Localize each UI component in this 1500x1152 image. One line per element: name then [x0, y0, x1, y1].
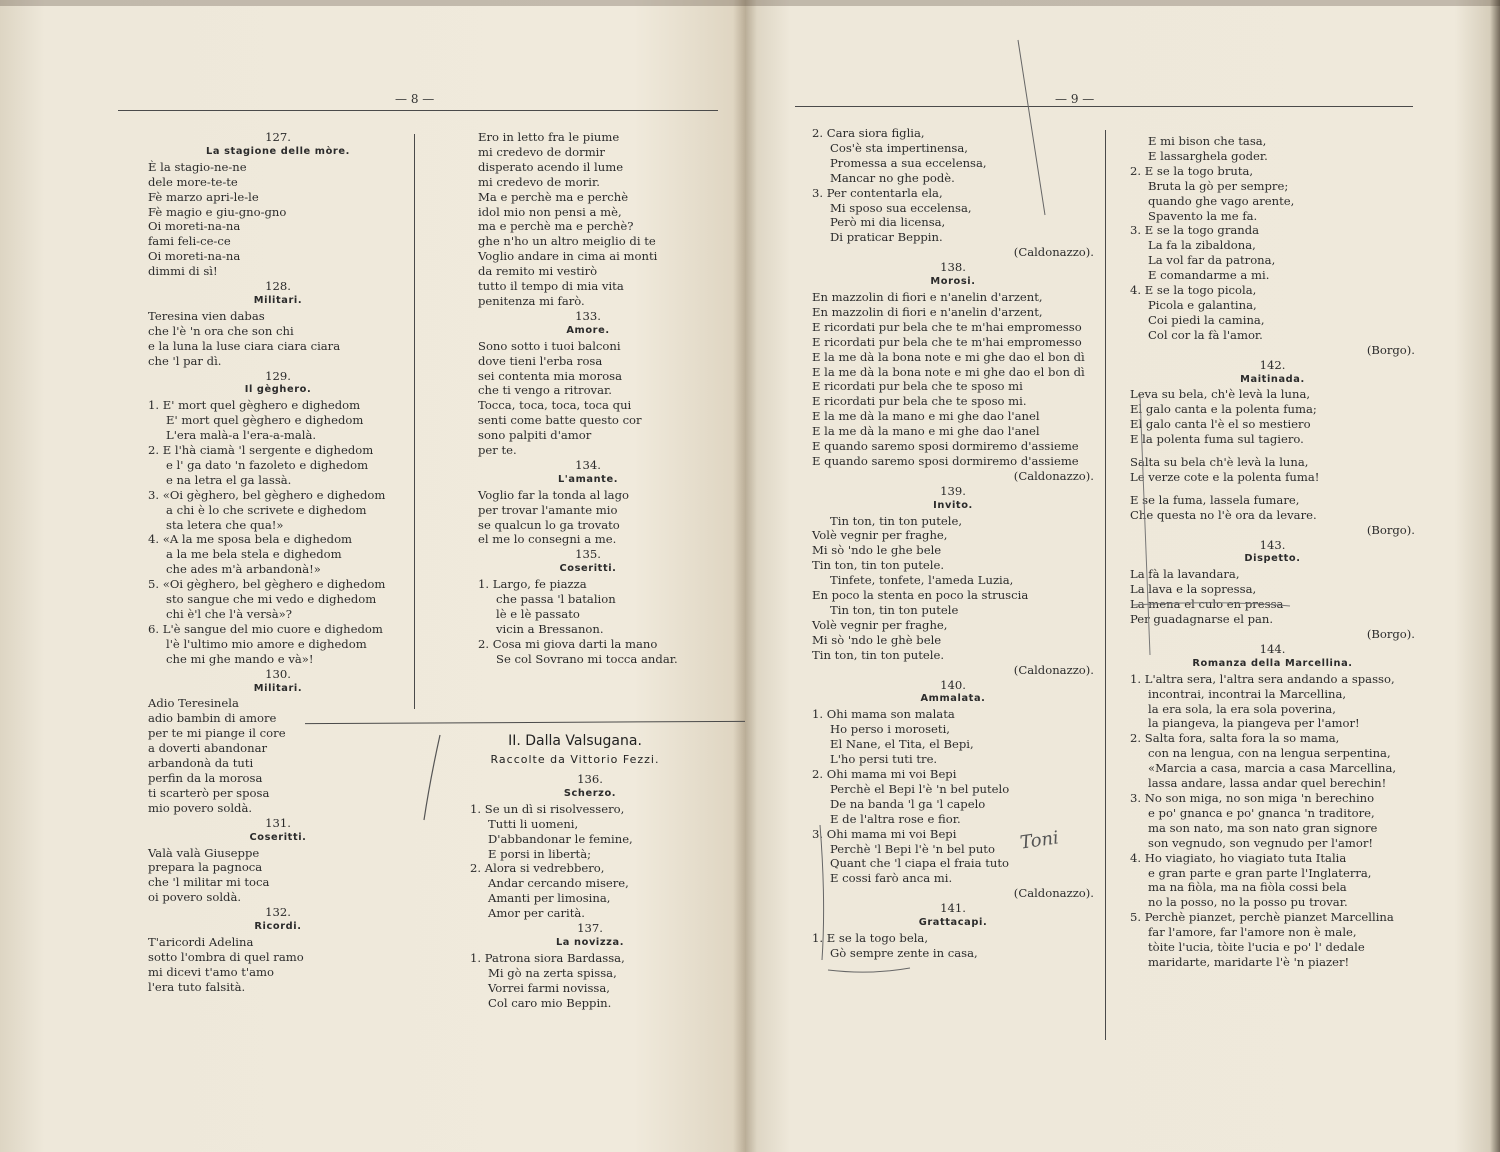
verse-line: sei contenta mia morosa: [478, 368, 623, 383]
verse-line: ma e perchè ma e perchè?: [478, 219, 634, 234]
verse-line: Oi moreti-na-na: [148, 219, 241, 234]
verse-line: l'era tuto falsità.: [148, 979, 246, 994]
handwritten-note: Toni: [1018, 827, 1061, 854]
section-title: II. Dalla Valsugana.: [508, 733, 642, 749]
verse-line: ghe n'ho un altro meiglio di te: [478, 234, 656, 249]
poem-title: Amore.: [566, 324, 610, 336]
pencil-line: [1140, 395, 1150, 655]
verse-line: Mi sò 'ndo le ghè bele: [812, 632, 942, 647]
poem-number: 139.: [940, 483, 966, 498]
source-attribution: (Caldonazzo).: [1013, 662, 1094, 677]
verse-line: Perchè el Bepi l'è 'n bel putelo: [830, 781, 1010, 796]
verse-line: prepara la pagnoca: [148, 860, 263, 875]
verse-line: ma son nato, ma son nato gran signore: [1148, 820, 1378, 835]
verse-line: Tin ton, tin ton putele.: [812, 647, 945, 662]
verse-line: «Marcia a casa, marcia a casa Marcellina,: [1148, 761, 1397, 776]
verse-line: En mazzolin di fiori e n'anelin d'arzent,: [812, 289, 1043, 304]
poem-title: Ricordi.: [254, 921, 302, 933]
verse-line: tòite l'ucia, tòite l'ucia e po' l' dedale: [1148, 940, 1365, 955]
verse-line: 1. Patrona siora Bardassa,: [470, 950, 625, 965]
verse-line: e la luna la luse ciara ciara ciara: [148, 338, 341, 353]
verse-line: En poco la stenta en poco la struscia: [812, 588, 1029, 603]
verse-line: arbandonà da tuti: [148, 756, 254, 771]
poem-title: Ammalata.: [920, 693, 986, 705]
pencil-line: [820, 825, 824, 960]
poem-number: 131.: [265, 815, 291, 830]
verse-line: quando ghe vago arente,: [1148, 193, 1295, 208]
verse-line: La fà la lavandara,: [1130, 567, 1240, 582]
verse-line: che ades m'à arbandonà!»: [166, 562, 321, 577]
verse-line: e po' gnanca e po' gnanca 'n traditore,: [1148, 805, 1375, 820]
pencil-line: [424, 735, 440, 820]
verse-line: mi dicevi t'amo t'amo: [148, 964, 274, 979]
verse-line: dimmi di sì!: [148, 264, 218, 279]
verse-line: Ho perso i moroseti,: [830, 722, 950, 737]
poem-title: Scherzo.: [563, 787, 617, 799]
poem-title: La novizza.: [555, 936, 625, 948]
verse-line: 4. «A la me sposa bela e dighedom: [148, 532, 353, 547]
verse-line: 1. Largo, fe piazza: [478, 577, 587, 592]
verse-line: Tutti li uomeni,: [488, 816, 579, 831]
poem-number: 135.: [575, 547, 601, 562]
poem-number: 129.: [265, 368, 291, 383]
verse-line: incontrai, incontrai la Marcellina,: [1148, 686, 1347, 701]
verse-line: per te.: [478, 443, 517, 458]
verse-line: Tinfete, tonfete, l'ameda Luzia,: [830, 573, 1014, 588]
verse-line: E la polenta fuma sul tagiero.: [1130, 432, 1304, 447]
verse-line: con na lengua, con na lengua serpentina,: [1148, 746, 1391, 761]
verse-line: che l'è 'n ora che son chi: [148, 323, 294, 338]
verse-line: Andar cercando misere,: [488, 876, 629, 891]
verse-line: Le verze cote e la polenta fuma!: [1130, 469, 1320, 484]
poem-title: Romanza della Marcellina.: [1192, 657, 1353, 669]
verse-line: penitenza mi farò.: [478, 293, 585, 308]
poem-number: 138.: [940, 260, 966, 275]
verse-line: Bruta la gò per sempre;: [1148, 178, 1289, 193]
poem-number: 140.: [940, 677, 966, 692]
verse-line: È la stagio-ne-ne: [148, 159, 247, 174]
poem-title: Militari.: [253, 294, 303, 306]
verse-line: 3. «Oi gèghero, bel gèghero e dighedom: [148, 487, 386, 502]
verse-line: En mazzolin di fiori e n'anelin d'arzent,: [812, 304, 1043, 319]
poem-title: La stagione delle mòre.: [206, 145, 350, 157]
verse-line: Per guadagnarse el pan.: [1130, 612, 1274, 627]
verse-line: La lava e la sopressa,: [1130, 582, 1257, 597]
source-attribution: (Caldonazzo).: [1013, 468, 1094, 483]
verse-line: dove tieni l'erba rosa: [478, 353, 603, 368]
verse-line: La fa la zibaldona,: [1148, 238, 1256, 253]
poem-number: 130.: [265, 666, 291, 681]
verse-line: se qualcun lo ga trovato: [478, 517, 620, 532]
verse-line: Promessa a sua eccelensa,: [830, 155, 987, 170]
verse-line: la piangeva, la piangeva per l'amor!: [1148, 716, 1360, 731]
verse-line: Ma e perchè ma e perchè: [478, 189, 629, 204]
verse-line: E de l'altra rose e fior.: [830, 811, 961, 826]
verse-line: Valà valà Giuseppe: [148, 845, 260, 860]
verse-line: che mi ghe mando e và»!: [166, 651, 314, 666]
verse-line: sotto l'ombra di quel ramo: [148, 949, 304, 964]
verse-line: El galo canta l'è el so mestiero: [1130, 417, 1311, 432]
poem-title: Coseritti.: [559, 563, 617, 575]
verse-line: 2. Alora si vedrebbero,: [470, 861, 605, 876]
poem-number: 136.: [577, 772, 603, 786]
verse-line: 1. Ohi mama son malata: [812, 707, 955, 722]
verse-line: 2. E se la togo bruta,: [1130, 163, 1254, 178]
verse-line: Mi gò na zerta spissa,: [488, 965, 617, 980]
verse-line: 4. E se la togo picola,: [1130, 283, 1257, 298]
verse-line: Picola e galantina,: [1148, 297, 1257, 312]
poem-title: Maitinada.: [1240, 373, 1305, 385]
verse-line: Tin ton, tin ton putele: [830, 603, 959, 617]
poem-title: L'amante.: [557, 473, 619, 485]
verse-line: Coi piedi la camina,: [1148, 312, 1265, 327]
verse-line: a doverti abandonar: [148, 741, 268, 756]
verse-line: far l'amore, far l'amore non è male,: [1148, 925, 1357, 940]
section-subtitle: Raccolte da Vittorio Fezzi.: [490, 752, 660, 766]
verse-line: Col cor la fà l'amor.: [1148, 327, 1263, 342]
verse-line: no la posso, no la posso pu trovar.: [1148, 895, 1348, 910]
verse-line: a la me bela stela e dighedom: [166, 547, 342, 562]
verse-line: E comandarme a mi.: [1148, 268, 1270, 283]
verse-line: che ti vengo a ritrovar.: [478, 383, 612, 398]
verse-line: Gò sempre zente in casa,: [830, 945, 978, 960]
verse-line: 5. «Oi gèghero, bel gèghero e dighedom: [148, 577, 386, 592]
verse-line: E la me dà la bona note e mi ghe dao el bon dì: [812, 349, 1085, 364]
verse-line: senti come batte questo cor: [478, 413, 642, 428]
verse-line: E la me dà la bona note e mi ghe dao el bon dì: [812, 364, 1085, 379]
verse-line: 3. Ohi mama mi voi Bepi: [812, 826, 957, 841]
verse-line: oi povero soldà.: [148, 890, 242, 905]
verse-line: E la me dà la mano e mi ghe dao l'anel: [812, 424, 1040, 439]
source-attribution: (Borgo).: [1366, 522, 1415, 537]
poem-number: 144.: [1259, 641, 1286, 656]
verse-line: idol mio non pensi a mè,: [478, 204, 622, 219]
verse-line: Voglio far la tonda al lago: [478, 487, 629, 502]
verse-line: El galo canta e la polenta fuma;: [1130, 402, 1317, 417]
verse-line: sto sangue che mi vedo e dighedom: [166, 592, 377, 607]
verse-line: D'abbandonar le femine,: [488, 831, 633, 846]
verse-line: Mi sposo sua eccelensa,: [830, 200, 972, 215]
verse-line: Leva su bela, ch'è levà la luna,: [1130, 387, 1311, 402]
verse-line: Spavento la me fa.: [1148, 208, 1258, 223]
verse-line: Voglio andare in cima ai monti: [478, 249, 658, 264]
verse-line: Di praticar Beppin.: [830, 230, 943, 245]
verse-line: 3. Per contentarla ela,: [812, 185, 943, 200]
verse-line: Cos'è sta impertinensa,: [830, 140, 968, 155]
verse-line: Mi sò 'ndo le ghe bele: [812, 543, 942, 558]
poem-number: 137.: [577, 921, 603, 936]
poem-number: 127.: [265, 130, 291, 144]
verse-line: Salta su bela ch'è levà la luna,: [1130, 455, 1309, 470]
verse-line: e gran parte e gran parte l'Inglaterra,: [1148, 865, 1372, 880]
verse-line: per te mi piange il core: [148, 726, 286, 741]
verse-line: Col caro mio Beppin.: [488, 995, 612, 1010]
poem-number: 128.: [265, 279, 291, 294]
verse-line: De na banda 'l ga 'l capelo: [830, 796, 986, 811]
verse-line: a chi è lo che scrivete e dighedom: [166, 502, 367, 517]
verse-line: 2. Ohi mama mi voi Bepi: [812, 766, 957, 781]
poem-title: Morosi.: [930, 276, 976, 288]
verse-line: 2. E l'hà ciamà 'l sergente e dighedom: [148, 443, 374, 458]
poem-number: 133.: [575, 308, 601, 323]
verse-line: e na letra el ga lassà.: [166, 472, 292, 487]
verse-line: Perchè 'l Bepi l'è 'n bel puto: [830, 841, 995, 856]
verse-line: 2. Salta fora, salta fora la so mama,: [1130, 731, 1340, 746]
verse-line: el me lo consegni a me.: [478, 532, 617, 547]
verse-line: Però mi dia licensa,: [830, 215, 946, 230]
verse-line: E ricordati pur bela che te sposo mi: [812, 379, 1023, 394]
poem-number: 141.: [940, 901, 966, 916]
poem-title: Dispetto.: [1244, 553, 1301, 565]
verse-line: T'aricordi Adelina: [148, 934, 254, 949]
source-attribution: (Borgo).: [1366, 627, 1415, 641]
verse-line: El Nane, el Tita, el Bepi,: [830, 737, 974, 752]
verse-line: 5. Perchè pianzet, perchè pianzet Marcellina: [1130, 910, 1394, 925]
poem-title: Militari.: [253, 682, 303, 694]
verse-line: E quando saremo sposi dormiremo d'assieme: [812, 439, 1079, 454]
verse-line: E ricordati pur bela che te m'hai empromesso: [812, 319, 1082, 334]
verse-line: sta letera che qua!»: [166, 517, 284, 532]
poem-title: Invito.: [933, 499, 973, 511]
source-attribution: (Caldonazzo).: [1013, 886, 1094, 901]
verse-line: per trovar l'amante mio: [478, 502, 618, 517]
poem-title: Grattacapi.: [918, 917, 988, 929]
verse-line: Quant che 'l ciapa el fraia tuto: [830, 856, 1009, 871]
verse-line: Vorrei farmi novissa,: [488, 980, 610, 995]
verse-line: la era sola, la era sola poverina,: [1148, 701, 1336, 716]
verse-line: E porsi in libertà;: [488, 846, 592, 861]
verse-line: disperato acendo il lume: [478, 159, 624, 174]
verse-line: 1. E' mort quel gèghero e dighedom: [148, 398, 361, 413]
verse-line: che passa 'l batalion: [496, 592, 616, 607]
verse-line: adio bambin di amore: [148, 711, 277, 726]
verse-line: Amanti per limosina,: [488, 891, 611, 906]
verse-line: Che questa no l'è ora da levare.: [1130, 507, 1317, 522]
poem-number: 132.: [265, 905, 291, 920]
verse-line: E ricordati pur bela che te sposo mi.: [812, 394, 1027, 409]
verse-line: E mi bison che tasa,: [1148, 134, 1267, 148]
verse-line: 3. E se la togo granda: [1130, 223, 1260, 238]
pencil-line: [828, 968, 910, 972]
verse-line: Ero in letto fra le piume: [478, 130, 620, 144]
verse-line: perfin da la morosa: [148, 770, 263, 785]
verse-line: Amor per carità.: [488, 906, 585, 921]
verse-line: dele more-te-te: [148, 174, 238, 189]
left-page-number: — 8 —: [395, 92, 435, 106]
verse-line: Tin ton, tin ton putele.: [812, 558, 945, 573]
verse-line: Teresina vien dabas: [148, 308, 265, 323]
verse-line: ti scarterò per sposa: [148, 785, 270, 800]
verse-line: Mancar no ghe podè.: [830, 170, 955, 185]
verse-line: l'è l'ultimo mio amore e dighedom: [166, 636, 367, 651]
verse-line: Fè marzo apri-le-le: [148, 189, 259, 204]
verse-line: 6. L'è sangue del mio cuore e dighedom: [148, 621, 383, 636]
verse-line: mi credevo de dormir: [478, 144, 605, 159]
verse-line: e l' ga dato 'n fazoleto e dighedom: [166, 457, 369, 472]
verse-line: E ricordati pur bela che te m'hai empromesso: [812, 334, 1082, 349]
verse-line: Adio Teresinela: [148, 696, 239, 711]
verse-line: che 'l militar mi toca: [148, 875, 270, 890]
verse-line: maridarte, maridarte l'è 'n piazer!: [1148, 954, 1350, 969]
verse-line: E quando saremo sposi dormiremo d'assieme: [812, 453, 1079, 468]
verse-line: mi credevo de morir.: [478, 174, 600, 189]
poem-title: Coseritti.: [249, 831, 307, 843]
verse-line: Volè vegnir per fraghe,: [812, 617, 948, 632]
verse-line: L'ho persi tuti tre.: [830, 752, 938, 767]
poem-number: 134.: [575, 457, 601, 472]
verse-line: da remito mi vestirò: [478, 264, 598, 279]
verse-line: lassa andare, lassa andar quel berechin!: [1148, 776, 1387, 791]
verse-line: Oi moreti-na-na: [148, 249, 241, 264]
source-attribution: (Caldonazzo).: [1013, 245, 1094, 260]
verse-line: E' mort quel gèghero e dighedom: [166, 413, 364, 428]
verse-line: L'era malà-a l'era-a-malà.: [166, 428, 317, 443]
verse-line: Tin ton, tin ton putele,: [830, 513, 963, 528]
pencil-line: [1018, 40, 1045, 215]
verse-line: Sono sotto i tuoi balconi: [478, 338, 621, 353]
verse-line: Fè magio e giu-gno-gno: [148, 204, 287, 219]
verse-line: E la me dà la mano e mi ghe dao l'anel: [812, 409, 1040, 424]
verse-line: Se col Sovrano mi tocca andar.: [496, 651, 678, 666]
verse-line: 1. E se la togo bela,: [812, 930, 929, 945]
poem-number: 143.: [1259, 537, 1286, 552]
verse-line: Tocca, toca, toca, toca qui: [478, 398, 632, 413]
verse-line: E se la fuma, lassela fumare,: [1130, 492, 1300, 507]
source-attribution: (Borgo).: [1366, 342, 1415, 357]
verse-line: vicin a Bressanon.: [496, 621, 604, 636]
pencil-line: [1133, 603, 1290, 606]
verse-line: 4. Ho viagiato, ho viagiato tuta Italia: [1130, 850, 1347, 865]
verse-line: Volè vegnir per fraghe,: [812, 528, 948, 543]
verse-line: E cossi farò anca mi.: [830, 871, 953, 886]
verse-line: La vol far da patrona,: [1148, 253, 1276, 268]
poem-number: 142.: [1259, 357, 1286, 372]
verse-line: son vegnudo, son vegnudo per l'amor!: [1148, 835, 1374, 850]
verse-line: fami feli-ce-ce: [148, 234, 231, 249]
verse-line: lè e lè passato: [496, 607, 580, 621]
verse-line: 1. Se un dì si risolvessero,: [470, 801, 625, 816]
verse-line: E lassarghela goder.: [1148, 148, 1268, 163]
verse-line: 3. No son miga, no son miga 'n berechino: [1130, 790, 1375, 805]
verse-line: ma na fiòla, ma na fiòla cossi bela: [1148, 880, 1347, 895]
verse-line: tutto il tempo di mia vita: [478, 279, 624, 294]
poem-title: Il gèghero.: [244, 384, 312, 396]
verse-line: 1. L'altra sera, l'altra sera andando a spasso,: [1130, 671, 1395, 686]
verse-line: mio povero soldà.: [148, 800, 253, 815]
verse-line: sono palpiti d'amor: [478, 428, 592, 443]
verse-line: 2. Cosa mi giova darti la mano: [478, 636, 658, 651]
verse-line: La mena el culo en pressa: [1130, 597, 1284, 612]
verse-line: 2. Cara siora figlia,: [812, 126, 925, 140]
verse-line: chi è'l che l'à versà»?: [166, 607, 292, 621]
verse-line: che 'l par dì.: [148, 353, 222, 368]
right-page-number: — 9 —: [1055, 92, 1095, 106]
